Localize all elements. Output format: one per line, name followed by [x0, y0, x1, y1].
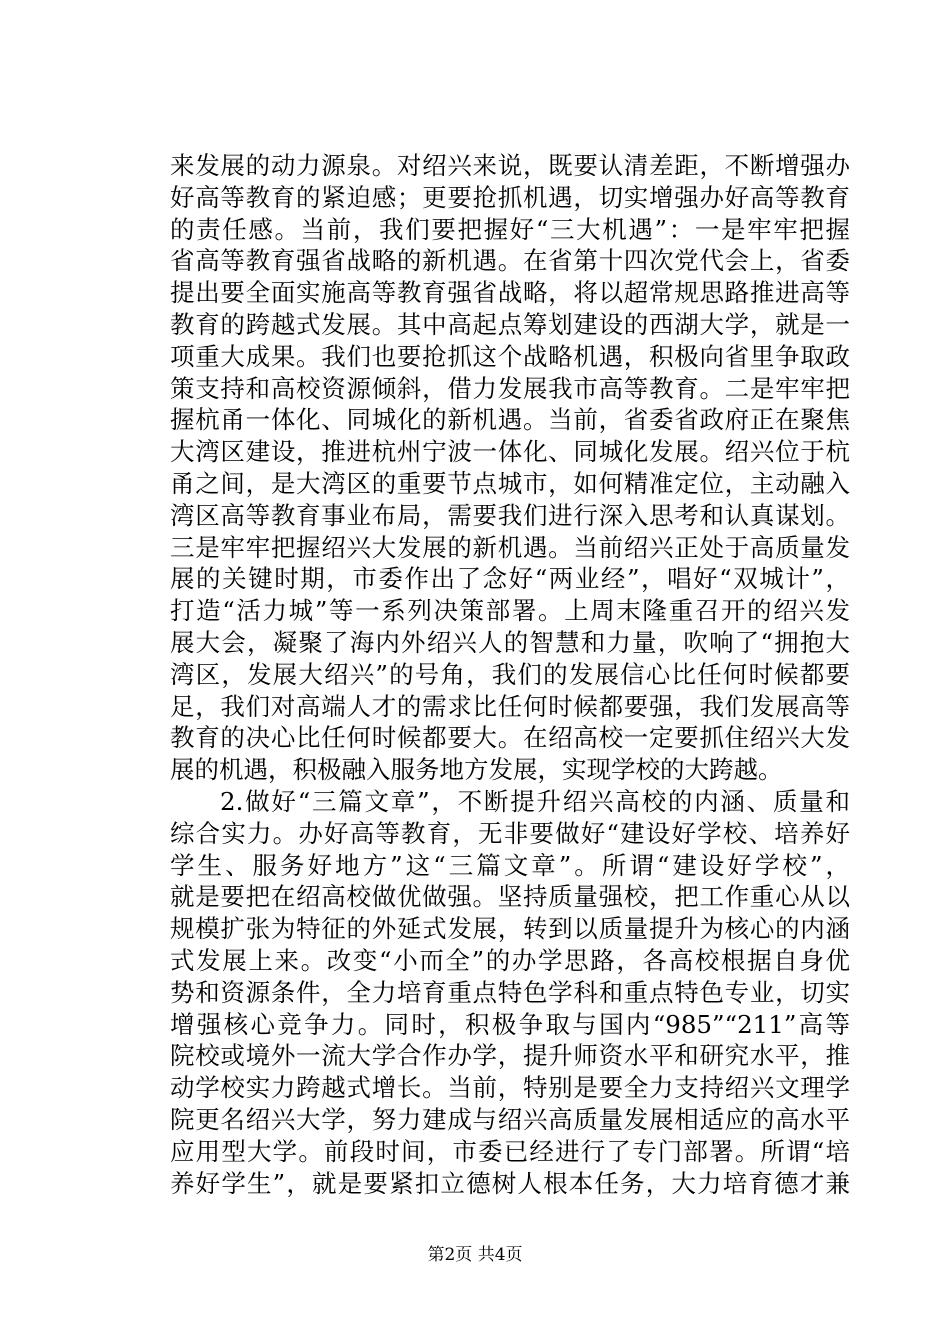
text-line: 应用型大学。前段时间，市委已经进行了专门部署。所谓“培	[170, 1136, 850, 1166]
text-line: 养好学生”，就是要紧扣立德树人根本任务，大力培育德才兼	[170, 1168, 850, 1198]
text-line: 院校或境外一流大学合作办学，提升师资水平和研究水平，推	[170, 1041, 850, 1071]
text-line: 势和资源条件，全力培育重点特色学科和重点特色专业，切实	[170, 977, 850, 1007]
section-heading-line: 2.做好“三篇文章”，不断提升绍兴高校的内涵、质量和	[220, 786, 850, 816]
text-line: 打造“活力城”等一系列决策部署。上周末隆重召开的绍兴发	[170, 596, 850, 626]
text-line: 就是要把在绍高校做优做强。坚持质量强校，把工作重心从以	[170, 882, 850, 912]
text-line: 三是牢牢把握绍兴大发展的新机遇。当前绍兴正处于高质量发	[170, 532, 850, 562]
text-line: 足，我们对高端人才的需求比任何时候都要强，我们发展高等	[170, 691, 850, 721]
page-footer: 第2页 共4页	[427, 1245, 523, 1265]
text-line: 综合实力。办好高等教育，无非要做好“建设好学校、培养好	[170, 818, 850, 848]
text-line: 策支持和高校资源倾斜，借力发展我市高等教育。二是牢牢把	[170, 373, 850, 403]
text-line: 展大会，凝聚了海内外绍兴人的智慧和力量，吹响了“拥抱大	[170, 627, 850, 657]
text-line: 式发展上来。改变“小而全”的办学思路，各高校根据自身优	[170, 945, 850, 975]
body-text	[170, 150, 850, 1199]
text-line: 增强核心竞争力。同时，积极争取与国内“985”“211”高等	[170, 1009, 850, 1039]
text-line: 项重大成果。我们也要抢抓这个战略机遇，积极向省里争取政	[170, 341, 850, 371]
text-line: 好高等教育的紧迫感；更要抢抓机遇，切实增强办好高等教育	[170, 182, 850, 212]
text-line: 的责任感。当前，我们要把握好“三大机遇”：一是牢牢把握	[170, 214, 850, 244]
text-line: 握杭甬一体化、同城化的新机遇。当前，省委省政府正在聚焦	[170, 405, 850, 435]
text-line: 教育的决心比任何时候都要大。在绍高校一定要抓住绍兴大发	[170, 723, 850, 753]
text-line: 规模扩张为特征的外延式发展，转到以质量提升为核心的内涵	[170, 914, 850, 944]
text-line: 动学校实力跨越式增长。当前，特别是要全力支持绍兴文理学	[170, 1073, 850, 1103]
text-line: 大湾区建设，推进杭州宁波一体化、同城化发展。绍兴位于杭	[170, 437, 850, 467]
text-line: 来发展的动力源泉。对绍兴来说，既要认清差距，不断增强办	[170, 151, 850, 180]
text-line: 展的关键时期，市委作出了念好“两业经”，唱好“双城计”，	[170, 564, 850, 594]
text-line: 湾区高等教育事业布局，需要我们进行深入思考和认真谋划。	[170, 500, 850, 530]
text-line: 院更名绍兴大学，努力建成与绍兴高质量发展相适应的高水平	[170, 1104, 850, 1134]
text-line: 省高等教育强省战略的新机遇。在省第十四次党代会上，省委	[170, 246, 850, 276]
text-line: 教育的跨越式发展。其中高起点筹划建设的西湖大学，就是一	[170, 309, 850, 339]
text-line: 湾区，发展大绍兴”的号角，我们的发展信心比任何时候都要	[170, 659, 850, 689]
text-line: 展的机遇，积极融入服务地方发展，实现学校的大跨越。	[170, 755, 783, 785]
text-line: 甬之间，是大湾区的重要节点城市，如何精准定位，主动融入	[170, 468, 850, 498]
text-line: 提出要全面实施高等教育强省战略，将以超常规思路推进高等	[170, 278, 850, 308]
text-line: 学生、服务好地方”这“三篇文章”。所谓“建设好学校”，	[170, 850, 850, 880]
